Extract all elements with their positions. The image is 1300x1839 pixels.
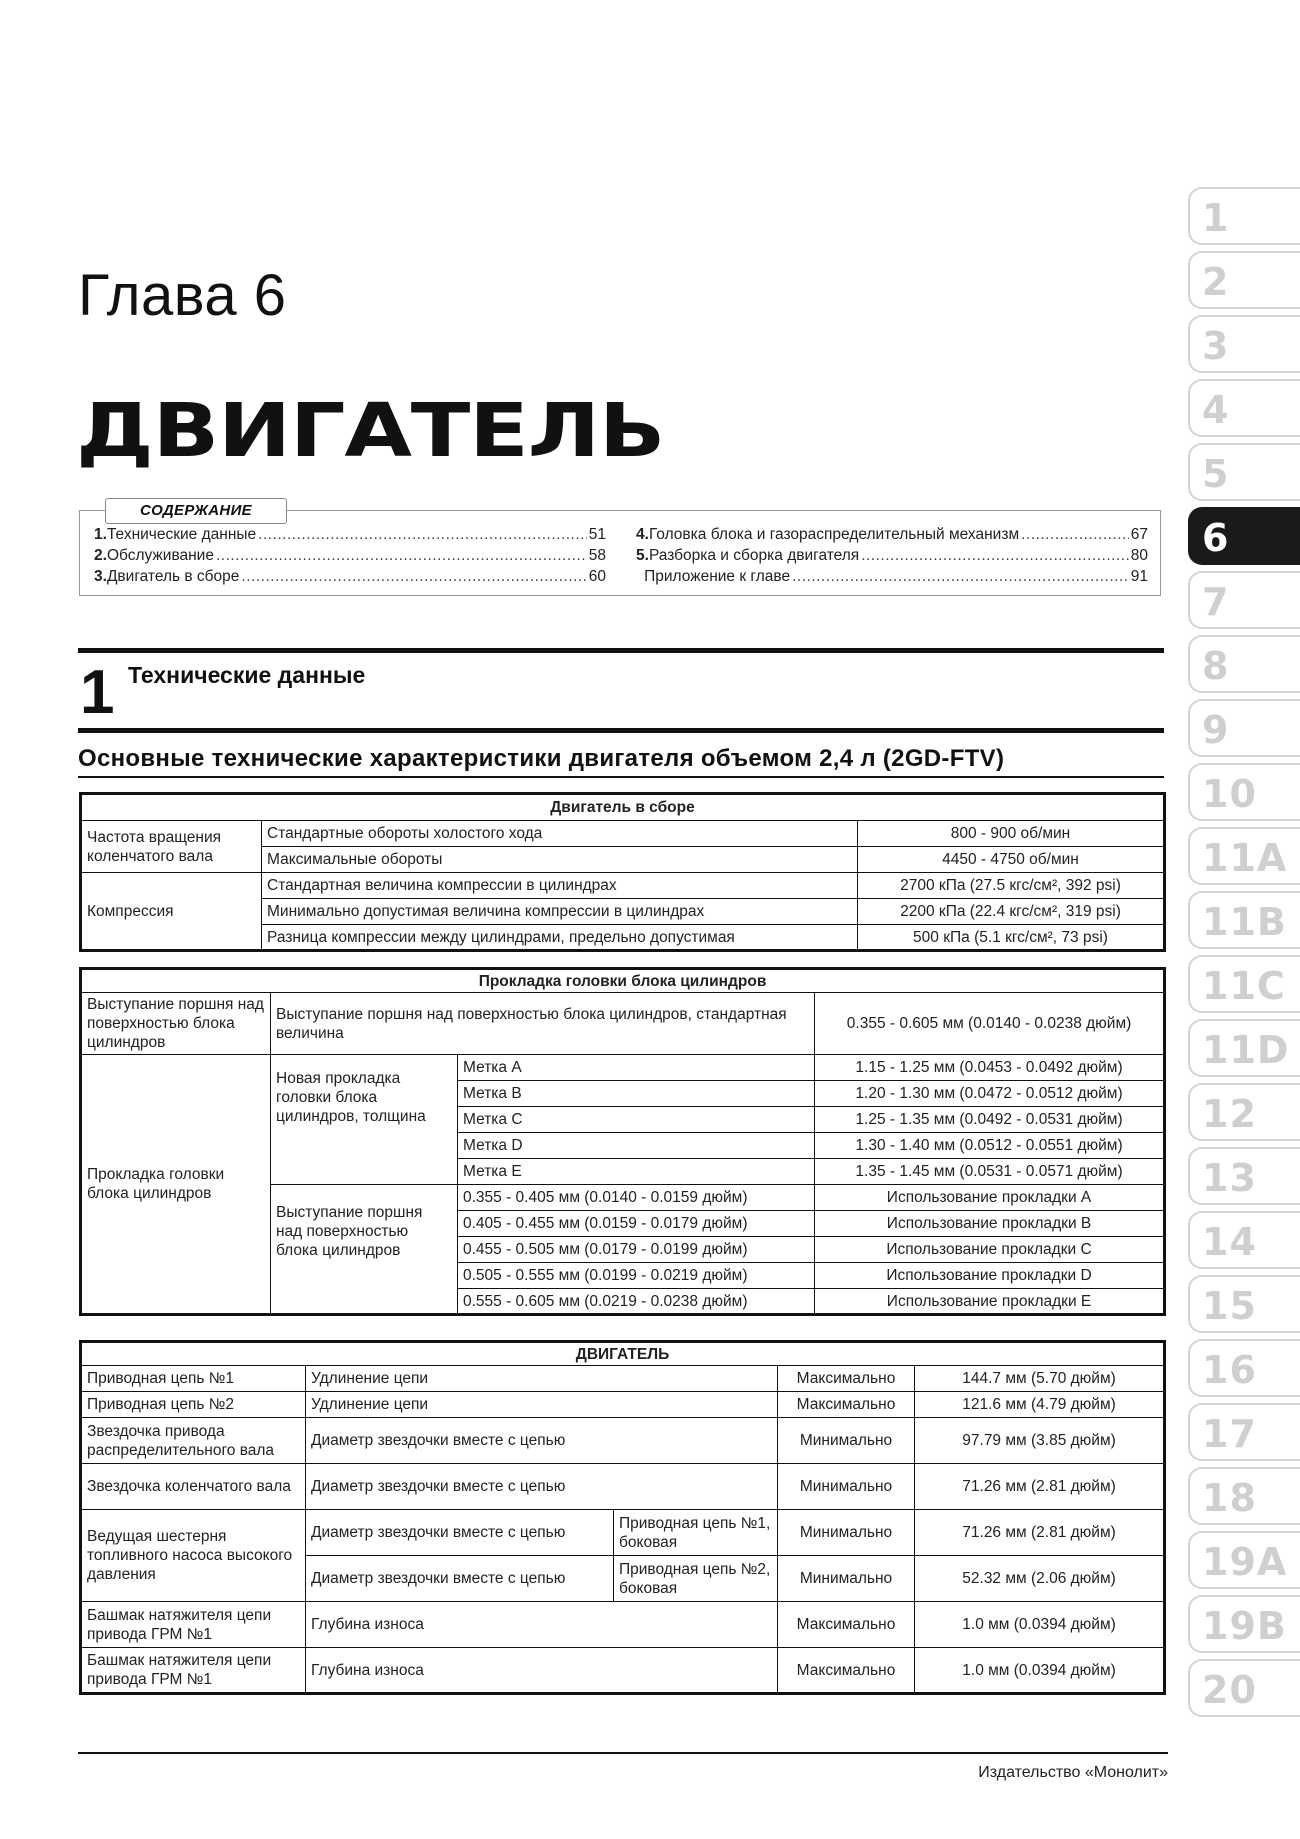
- table-row: [81, 1418, 1165, 1464]
- chapter-tab-12[interactable]: [1188, 1083, 1300, 1141]
- toc-item[interactable]: [636, 546, 1148, 566]
- value-cell: 1.30 - 1.40 мм (0.0512 - 0.0551 дюйм): [815, 1133, 1165, 1159]
- item-cell: Приводная цепь №1: [81, 1366, 306, 1392]
- use-cell: Использование прокладки D: [815, 1263, 1165, 1289]
- toc-title: Технические данные: [106, 526, 257, 543]
- chapter-tab-label: 2: [1202, 260, 1230, 304]
- table-header: Прокладка головки блока цилиндров: [81, 969, 1165, 993]
- table-header: Двигатель в сборе: [81, 794, 1165, 821]
- chapter-tab-13[interactable]: [1188, 1147, 1300, 1205]
- value-cell: 500 кПа (5.1 кгс/см², 73 psi): [858, 925, 1165, 951]
- chapter-tab-11b[interactable]: [1188, 891, 1300, 949]
- chapter-tab-label: 9: [1202, 708, 1230, 752]
- table-row: [81, 873, 1165, 899]
- mark-cell: Метка B: [458, 1081, 815, 1107]
- chapter-label: Глава 6: [78, 263, 287, 328]
- table-row: [81, 821, 1165, 847]
- toc-num: 1.: [94, 526, 107, 543]
- head-gasket-table: [79, 967, 1166, 1316]
- use-cell: Использование прокладки B: [815, 1211, 1165, 1237]
- limit-cell: Минимально: [778, 1418, 915, 1464]
- value-cell: 97.79 мм (3.85 дюйм): [915, 1418, 1165, 1464]
- toc-leader: [216, 546, 587, 566]
- section-number: 1: [80, 658, 115, 727]
- use-cell: Использование прокладки C: [815, 1237, 1165, 1263]
- range-cell: 0.455 - 0.505 мм (0.0179 - 0.0199 дюйм): [458, 1237, 815, 1263]
- param-cell: Минимально допустимая величина компрессии в цилиндрах: [262, 899, 858, 925]
- chapter-tab-16[interactable]: [1188, 1339, 1300, 1397]
- toc-num: 3.: [94, 568, 107, 585]
- toc-page: 80: [1130, 547, 1148, 564]
- use-cell: Использование прокладки E: [815, 1289, 1165, 1315]
- sub-cell: Приводная цепь №1, боковая: [614, 1510, 778, 1556]
- chapter-tab-3[interactable]: [1188, 315, 1300, 373]
- mark-cell: Метка A: [458, 1055, 815, 1081]
- chapter-tab-label: 8: [1202, 644, 1230, 688]
- param-cell: Разница компрессии между цилиндрами, предельно допустимая: [262, 925, 858, 951]
- chapter-tab-label: 15: [1202, 1284, 1257, 1328]
- toc-num: [636, 567, 644, 587]
- table-row: [81, 1602, 1165, 1648]
- chapter-tab-8[interactable]: [1188, 635, 1300, 693]
- limit-cell: Максимально: [778, 1392, 915, 1418]
- limit-cell: Минимально: [778, 1510, 915, 1556]
- subheading-rule: [78, 776, 1164, 778]
- engine-assembly-table: [79, 792, 1166, 952]
- mark-cell: Метка C: [458, 1107, 815, 1133]
- table-header-row: [81, 969, 1165, 993]
- range-cell: 0.405 - 0.455 мм (0.0159 - 0.0179 дюйм): [458, 1211, 815, 1237]
- range-cell: 0.355 - 0.405 мм (0.0140 - 0.0159 дюйм): [458, 1185, 815, 1211]
- value-cell: 71.26 мм (2.81 дюйм): [915, 1464, 1165, 1510]
- toc-leader: [241, 567, 586, 587]
- chapter-tab-label: 12: [1202, 1092, 1257, 1136]
- chapter-tab-18[interactable]: [1188, 1467, 1300, 1525]
- group-cell: Выступание поршня над поверхностью блока цилиндров: [81, 993, 271, 1055]
- chapter-tab-label: 10: [1202, 772, 1257, 816]
- table-row: [81, 1366, 1165, 1392]
- table-row: [81, 1464, 1165, 1510]
- section-top-rule: [78, 648, 1164, 653]
- item-cell: Приводная цепь №2: [81, 1392, 306, 1418]
- subheading: Основные технические характеристики двигателя объемом 2,4 л (2GD-FTV): [78, 745, 1005, 772]
- limit-cell: Максимально: [778, 1602, 915, 1648]
- chapter-tab-label: 14: [1202, 1220, 1257, 1264]
- param-cell: Удлинение цепи: [306, 1366, 778, 1392]
- chapter-tab-1[interactable]: [1188, 187, 1300, 245]
- group-cell: Компрессия: [81, 873, 262, 951]
- chapter-tab-7[interactable]: [1188, 571, 1300, 629]
- toc-item[interactable]: [636, 525, 1148, 545]
- limit-cell: Минимально: [778, 1464, 915, 1510]
- chapter-tab-label: 11B: [1202, 900, 1287, 944]
- toc-page: 51: [588, 526, 606, 543]
- item-cell: Башмак натяжителя цепи привода ГРМ №1: [81, 1602, 306, 1648]
- chapter-tab-11d[interactable]: [1188, 1019, 1300, 1077]
- range-cell: 0.505 - 0.555 мм (0.0199 - 0.0219 дюйм): [458, 1263, 815, 1289]
- chapter-tab-label: 16: [1202, 1348, 1257, 1392]
- chapter-tab-2[interactable]: [1188, 251, 1300, 309]
- toc-item[interactable]: [636, 567, 1148, 587]
- table-header-row: [81, 1342, 1165, 1366]
- toc-num: 5.: [636, 547, 649, 564]
- mark-cell: Метка D: [458, 1133, 815, 1159]
- value-cell: 1.0 мм (0.0394 дюйм): [915, 1602, 1165, 1648]
- toc-title: Двигатель в сборе: [106, 568, 240, 585]
- chapter-tab-label: 7: [1202, 580, 1230, 624]
- range-cell: 0.555 - 0.605 мм (0.0219 - 0.0238 дюйм): [458, 1289, 815, 1315]
- chapter-tab-label: 19B: [1202, 1604, 1287, 1648]
- chapter-tab-label: 5: [1202, 452, 1230, 496]
- param-cell: Максимальные обороты: [262, 847, 858, 873]
- toc-leader: [792, 567, 1129, 587]
- engine-chain-table: [79, 1340, 1166, 1695]
- publisher-footer: Издательство «Монолит»: [978, 1764, 1168, 1781]
- chapter-tab-20[interactable]: [1188, 1659, 1300, 1717]
- chapter-tab-4[interactable]: [1188, 379, 1300, 437]
- chapter-tab-17[interactable]: [1188, 1403, 1300, 1461]
- value-cell: 144.7 мм (5.70 дюйм): [915, 1366, 1165, 1392]
- table-header-row: [81, 794, 1165, 821]
- toc-page: 67: [1130, 526, 1148, 543]
- group-cell: Частота вращения коленчатого вала: [81, 821, 262, 873]
- param-cell: Стандартные обороты холостого хода: [262, 821, 858, 847]
- toc-title: Головка блока и газораспределительный механизм: [648, 526, 1020, 543]
- chapter-tab-label: 13: [1202, 1156, 1257, 1200]
- chapter-tab-label: 11D: [1202, 1028, 1290, 1072]
- chapter-tab-label: 3: [1202, 324, 1230, 368]
- param-cell: Диаметр звездочки вместе с цепью: [306, 1464, 778, 1510]
- chapter-tab-label: 1: [1202, 196, 1230, 240]
- chapter-tab-label: 11A: [1202, 836, 1288, 880]
- toc-num: 4.: [636, 526, 649, 543]
- item-cell: Звездочка привода распределительного вала: [81, 1418, 306, 1464]
- toc-num: 2.: [94, 547, 107, 564]
- param-cell: Диаметр звездочки вместе с цепью: [306, 1418, 778, 1464]
- chapter-tab-6-active[interactable]: [1188, 507, 1300, 565]
- chapter-tab-label: 4: [1202, 388, 1230, 432]
- toc-item[interactable]: [94, 567, 606, 587]
- toc-page: 91: [1130, 568, 1148, 585]
- value-cell: 1.25 - 1.35 мм (0.0492 - 0.0531 дюйм): [815, 1107, 1165, 1133]
- param-cell: Диаметр звездочки вместе с цепью: [306, 1556, 614, 1602]
- limit-cell: Минимально: [778, 1556, 915, 1602]
- value-cell: 2200 кПа (22.4 кгс/см², 319 psi): [858, 899, 1165, 925]
- item-cell: Башмак натяжителя цепи привода ГРМ №1: [81, 1648, 306, 1694]
- contents-heading: СОДЕРЖАНИЕ: [105, 498, 287, 524]
- use-cell: Использование прокладки A: [815, 1185, 1165, 1211]
- chapter-tab-19a[interactable]: [1188, 1531, 1300, 1589]
- limit-cell: Максимально: [778, 1648, 915, 1694]
- item-cell: Ведущая шестерня топливного насоса высокого давления: [81, 1510, 306, 1602]
- chapter-tab-11c[interactable]: [1188, 955, 1300, 1013]
- value-cell: 1.35 - 1.45 мм (0.0531 - 0.0571 дюйм): [815, 1159, 1165, 1185]
- table-row: [81, 1510, 1165, 1556]
- value-cell: 800 - 900 об/мин: [858, 821, 1165, 847]
- chapter-tab-19b[interactable]: [1188, 1595, 1300, 1653]
- toc-leader: [258, 525, 587, 545]
- table-row: [81, 1648, 1165, 1694]
- toc-title: Обслуживание: [106, 547, 214, 564]
- chapter-tab-label: 11C: [1202, 964, 1286, 1008]
- value-cell: 1.15 - 1.25 мм (0.0453 - 0.0492 дюйм): [815, 1055, 1165, 1081]
- param-cell: Диаметр звездочки вместе с цепью: [306, 1510, 614, 1556]
- param-cell: Выступание поршня над поверхностью блока цилиндров, стандартная величина: [271, 993, 815, 1055]
- param-cell: Глубина износа: [306, 1648, 778, 1694]
- param-cell: Стандартная величина компрессии в цилиндрах: [262, 873, 858, 899]
- value-cell: 4450 - 4750 об/мин: [858, 847, 1165, 873]
- subgroup-cell: Выступание поршня над поверхностью блока цилиндров: [271, 1185, 458, 1315]
- toc-item[interactable]: [94, 525, 606, 545]
- chapter-title: ДВИГАТЕЛЬ: [76, 388, 665, 474]
- chapter-tab-label: 19A: [1202, 1540, 1288, 1584]
- chapter-tab-15[interactable]: [1188, 1275, 1300, 1333]
- chapter-tab-label: 6: [1202, 516, 1230, 560]
- limit-cell: Максимально: [778, 1366, 915, 1392]
- chapter-tab-label: 20: [1202, 1668, 1257, 1712]
- mark-cell: Метка E: [458, 1159, 815, 1185]
- toc-page: 60: [588, 568, 606, 585]
- chapter-tab-5[interactable]: [1188, 443, 1300, 501]
- toc-title: Разборка и сборка двигателя: [648, 547, 860, 564]
- sub-cell: Приводная цепь №2, боковая: [614, 1556, 778, 1602]
- value-cell: 121.6 мм (4.79 дюйм): [915, 1392, 1165, 1418]
- toc-page: 58: [588, 547, 606, 564]
- value-cell: 71.26 мм (2.81 дюйм): [915, 1510, 1165, 1556]
- value-cell: 0.355 - 0.605 мм (0.0140 - 0.0238 дюйм): [815, 993, 1165, 1055]
- table-row: [81, 993, 1165, 1055]
- value-cell: 1.0 мм (0.0394 дюйм): [915, 1648, 1165, 1694]
- value-cell: 52.32 мм (2.06 дюйм): [915, 1556, 1165, 1602]
- table-row: [81, 1392, 1165, 1418]
- group-cell: Прокладка головки блока цилиндров: [81, 1055, 271, 1315]
- subgroup-cell: Новая прокладка головки блока цилиндров, толщина: [271, 1055, 458, 1185]
- section-bottom-rule: [78, 728, 1164, 733]
- table-header: ДВИГАТЕЛЬ: [81, 1342, 1165, 1366]
- chapter-tab-9[interactable]: [1188, 699, 1300, 757]
- value-cell: 2700 кПа (27.5 кгс/см², 392 psi): [858, 873, 1165, 899]
- chapter-tab-11a[interactable]: [1188, 827, 1300, 885]
- item-cell: Звездочка коленчатого вала: [81, 1464, 306, 1510]
- toc-leader: [1021, 525, 1129, 545]
- chapter-tab-label: 18: [1202, 1476, 1257, 1520]
- section-title: Технические данные: [128, 662, 366, 688]
- param-cell: Удлинение цепи: [306, 1392, 778, 1418]
- chapter-tab-label: 17: [1202, 1412, 1257, 1456]
- param-cell: Глубина износа: [306, 1602, 778, 1648]
- chapter-tab-10[interactable]: [1188, 763, 1300, 821]
- toc-title: Приложение к главе: [644, 568, 791, 585]
- table-row: [81, 1055, 1165, 1081]
- toc-leader: [861, 546, 1129, 566]
- value-cell: 1.20 - 1.30 мм (0.0472 - 0.0512 дюйм): [815, 1081, 1165, 1107]
- footer-rule: [78, 1752, 1168, 1754]
- toc-item[interactable]: [94, 546, 606, 566]
- chapter-tab-14[interactable]: [1188, 1211, 1300, 1269]
